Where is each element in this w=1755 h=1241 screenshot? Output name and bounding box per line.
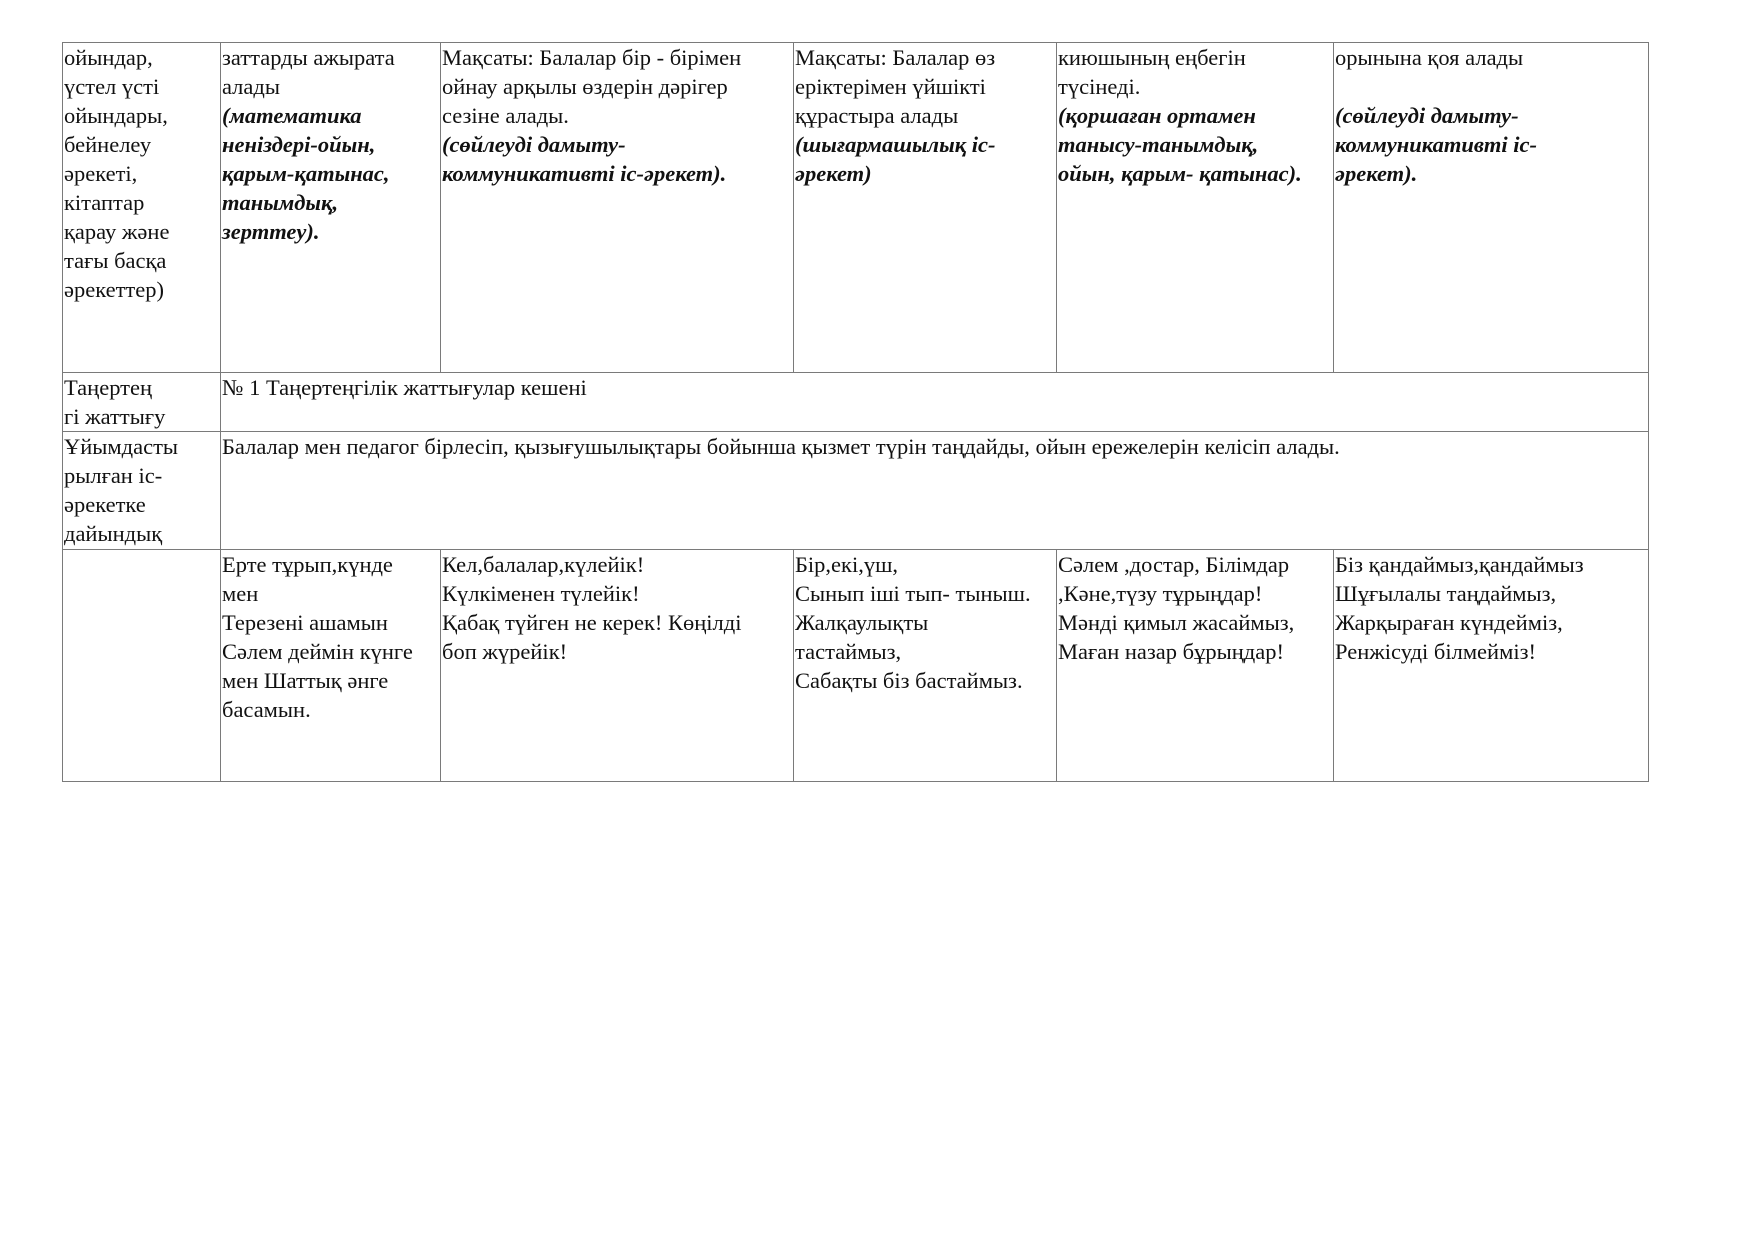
row-label-preparation: Ұйымдасты рылған іс- әрекетке дайындық (63, 432, 221, 550)
tuesday-cell (441, 43, 794, 373)
daily-plan-table (62, 42, 1649, 782)
cell-note: (шығармашылық іс- әрекет) (795, 132, 996, 186)
cell-note: (сөйлеуді дамыту- коммуникативті іс- әрекет). (1335, 103, 1538, 186)
table-row (63, 432, 1649, 550)
wednesday-poem-cell (794, 550, 1057, 782)
cell-note: (математика неніздері-ойын, қарым-қатынас, танымдық, зерттеу). (222, 103, 390, 244)
poem-text: Ерте тұрып,күнде мен Терезені ашамын Сәлем деймін күнге мен Шаттық әнге басамын. (222, 552, 413, 722)
cell-note: (қоршаған ортамен танысу-танымдық, ойын, қарым- қатынас). (1058, 103, 1302, 186)
friday-poem-cell (1334, 550, 1649, 782)
cell-text: Мақсаты: Балалар өз еріктерімен үйшікті құрастыра алады (795, 45, 996, 128)
poem-text: Сәлем ,достар, Білімдар ,Кәне,түзу тұрыңдар! Мәнді қимыл жасаймыз, Маған назар бұрыңдар! (1058, 552, 1295, 664)
cell-text: орынына қоя алады (1335, 45, 1524, 70)
cell-text: Мақсаты: Балалар бір - бірімен ойнау арқылы өздерін дәрігер сезіне алады. (442, 45, 742, 128)
table-row (63, 373, 1649, 432)
monday-cell (221, 43, 441, 373)
row-label-morning-exercise: Таңертең гі жаттығу (63, 373, 221, 432)
thursday-poem-cell (1057, 550, 1334, 782)
table-row (63, 550, 1649, 782)
empty-label-cell (63, 550, 221, 782)
poem-text: Бір,екі,үш, Сынып іші тып- тыныш. Жалқаулықты тастаймыз, Сабақты біз бастаймыз. (795, 552, 1031, 693)
thursday-cell (1057, 43, 1334, 373)
wednesday-cell (794, 43, 1057, 373)
poem-text: Кел,балалар,күлейік! Күлкіменен түлейік! Қабақ түйген не керек! Көңілді боп жүрейік! (442, 552, 742, 664)
preparation-content: Балалар мен педагог бірлесіп, қызығушылықтары бойынша қызмет түрін таңдайды, ойын ережелерін келісіп алады. (221, 432, 1649, 550)
table-row (63, 43, 1649, 373)
activity-type-cell (63, 43, 221, 373)
cell-text: киюшының еңбегін түсінеді. (1058, 45, 1246, 99)
cell-text: заттарды ажырата алады (222, 45, 395, 99)
cell-note: (сөйлеуді дамыту- коммуникативті іс-әрекет). (442, 132, 727, 186)
friday-cell (1334, 43, 1649, 373)
cell-text: ойындар, үстел үсті ойындары, бейнелеу әрекеті, кітаптар қарау және тағы басқа әрекеттер) (64, 45, 170, 302)
poem-text: Біз қандаймыз,қандаймыз Шұғылалы таңдаймыз, Жарқыраған күндейміз, Ренжісуді білмейміз! (1335, 552, 1584, 664)
tuesday-poem-cell (441, 550, 794, 782)
morning-exercise-content: № 1 Таңертеңгілік жаттығулар кешені (221, 373, 1649, 432)
monday-poem-cell (221, 550, 441, 782)
